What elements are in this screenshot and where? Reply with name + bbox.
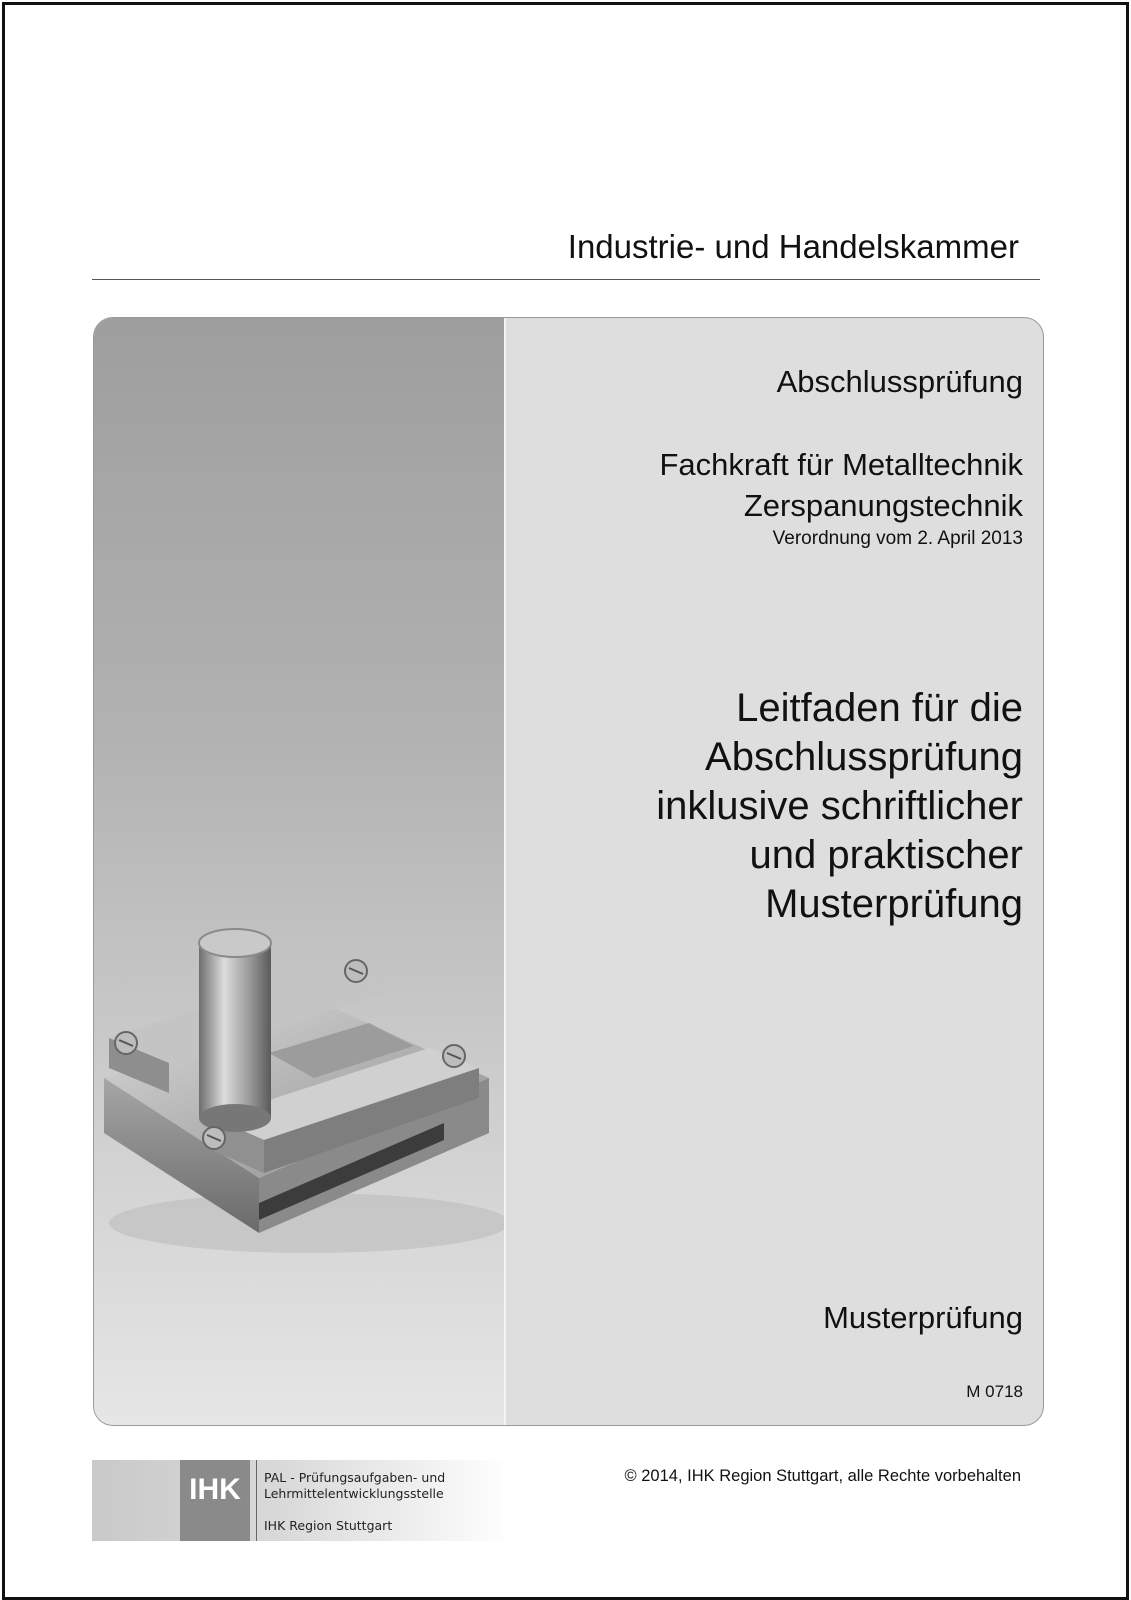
guide-title-line: inklusive schriftlicher: [656, 784, 1023, 828]
ihk-organization: [264, 1470, 445, 1502]
ihk-region: IHK Region Stuttgart: [264, 1518, 393, 1533]
copyright-notice: © 2014, IHK Region Stuttgart, alle Rechte vorbehalten: [624, 1467, 1021, 1485]
header-divider: [92, 279, 1040, 280]
logo-divider: [256, 1460, 257, 1541]
org-line: Lehrmittelentwicklungsstelle: [264, 1486, 444, 1501]
regulation-date: Verordnung vom 2. April 2013: [772, 528, 1023, 549]
org-line: PAL - Prüfungsaufgaben- und: [264, 1470, 446, 1485]
guide-title-line: Leitfaden für die: [736, 686, 1023, 730]
institution-title: Industrie- und Handelskammer: [567, 228, 1019, 265]
guide-title-line: und praktischer: [749, 833, 1023, 877]
sample-label: Musterprüfung: [823, 1300, 1023, 1335]
guide-title-line: Abschlussprüfung: [705, 735, 1023, 779]
document-code: M 0718: [966, 1382, 1023, 1401]
workpiece-illustration: [94, 318, 504, 1425]
cover-panel: [93, 317, 1044, 1426]
exam-type: Abschlussprüfung: [776, 364, 1023, 399]
ihk-footer-block: [92, 1460, 512, 1541]
trade-line: Fachkraft für Metalltechnik: [659, 447, 1023, 482]
ihk-logo: IHK: [180, 1460, 250, 1541]
trade-line: Zerspanungstechnik: [743, 488, 1023, 523]
trade-title: [659, 444, 1023, 526]
guide-title-line: Musterprüfung: [765, 882, 1023, 926]
workpiece-photo: [94, 318, 506, 1425]
guide-title: [656, 684, 1023, 929]
